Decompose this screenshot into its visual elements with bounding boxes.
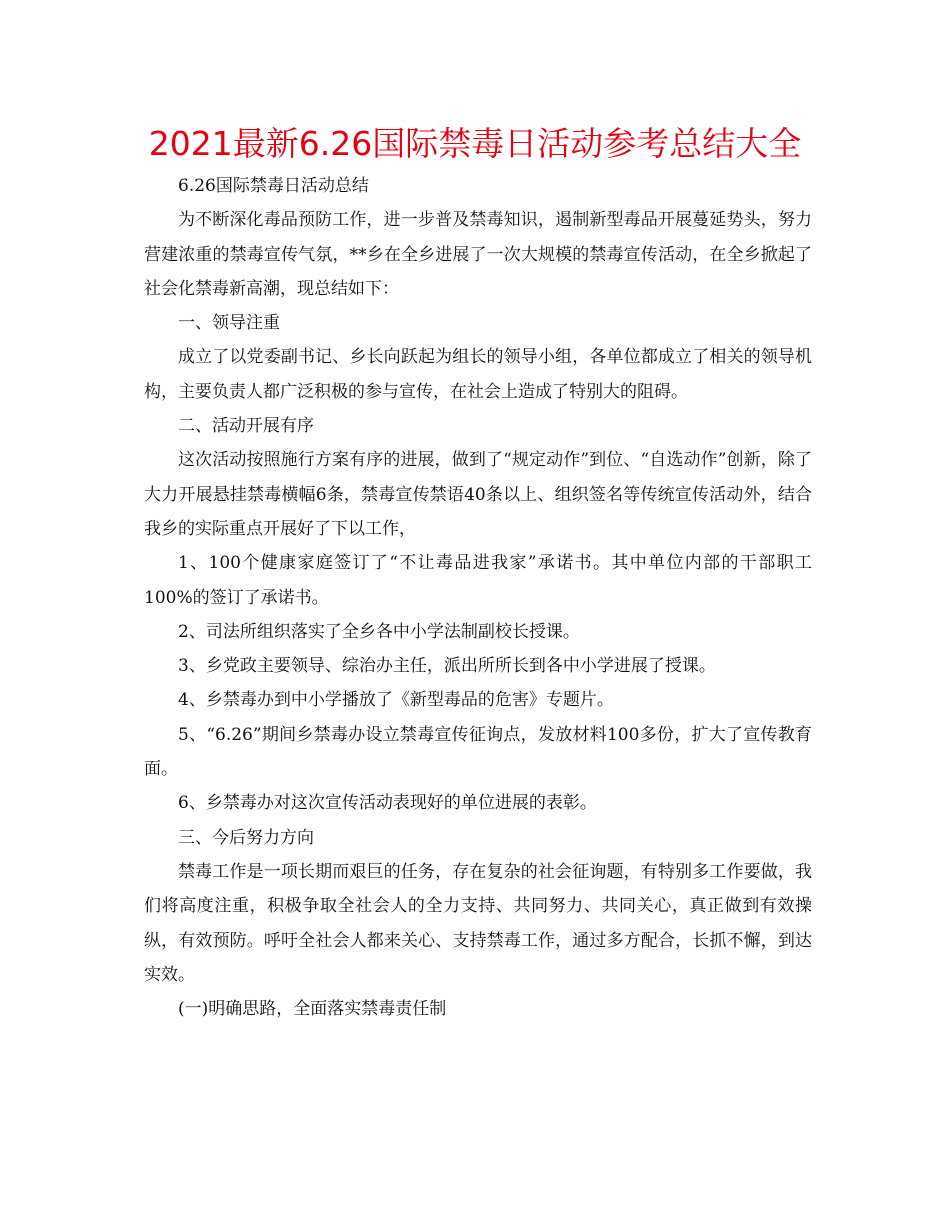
list-item-4: 4、乡禁毒办到中小学播放了《新型毒品的危害》专题片。 — [178, 690, 614, 711]
document-title: 2021最新6.26国际禁毒日活动参考总结大全 — [148, 124, 802, 163]
section-2-paragraph: 这次活动按照施行方案有序的进展，做到了“规定动作”到位、“自选动作”创新，除了大力开展悬挂禁毒横幅6条，禁毒宣传禁语40条以上、组织签名等传统宣传活动外，结合我乡的实际重点开展好了下以工作， — [144, 450, 812, 539]
list-item-6: 6、乡禁毒办对这次宣传活动表现好的单位进展的表彰。 — [178, 793, 597, 814]
list-item-5: 5、“6.26”期间乡禁毒办设立禁毒宣传征询点，发放材料100多份，扩大了宣传教育面。 — [144, 724, 812, 780]
list-item-1: 1、100个健康家庭签订了“不让毒品进我家”承诺书。其中单位内部的干部职工100%的签订了承诺书。 — [144, 553, 812, 608]
intro-paragraph: 为不断深化毒品预防工作，进一步普及禁毒知识，遏制新型毒品开展蔓延势头，努力营建浓重的禁毒宣传气氛，**乡在全乡进展了一次大规模的禁毒宣传活动，在全乡掀起了社会化禁毒新高潮，现总结如下： — [144, 210, 812, 299]
section-heading-2: 二、活动开展有序 — [178, 416, 314, 437]
section-heading-1: 一、领导注重 — [178, 313, 280, 334]
document-body — [144, 169, 812, 1026]
section-heading-3: 三、今后努力方向 — [178, 827, 314, 848]
subsection-heading-1: (一)明确思路，全面落实禁毒责任制 — [178, 999, 447, 1020]
list-item-3: 3、乡党政主要领导、综治办主任，派出所所长到各中小学进展了授课。 — [178, 656, 716, 677]
list-item-2: 2、司法所组织落实了全乡各中小学法制副校长授课。 — [178, 621, 580, 642]
subtitle-paragraph: 6.26国际禁毒日活动总结 — [178, 176, 369, 196]
section-1-paragraph: 成立了以党委副书记、乡长向跃起为组长的领导小组，各单位都成立了相关的领导机构，主要负责人都广泛积极的参与宣传，在社会上造成了特别大的阻碍。 — [144, 347, 812, 402]
section-3-paragraph: 禁毒工作是一项长期而艰巨的任务，存在复杂的社会征询题，有特别多工作要做，我们将高度注重，积极争取全社会人的全力支持、共同努力、共同关心，真正做到有效操纵，有效预防。呼吁全社会人都来关心、支持禁毒工作，通过多方配合，长抓不懈，到达实效。 — [144, 861, 812, 985]
